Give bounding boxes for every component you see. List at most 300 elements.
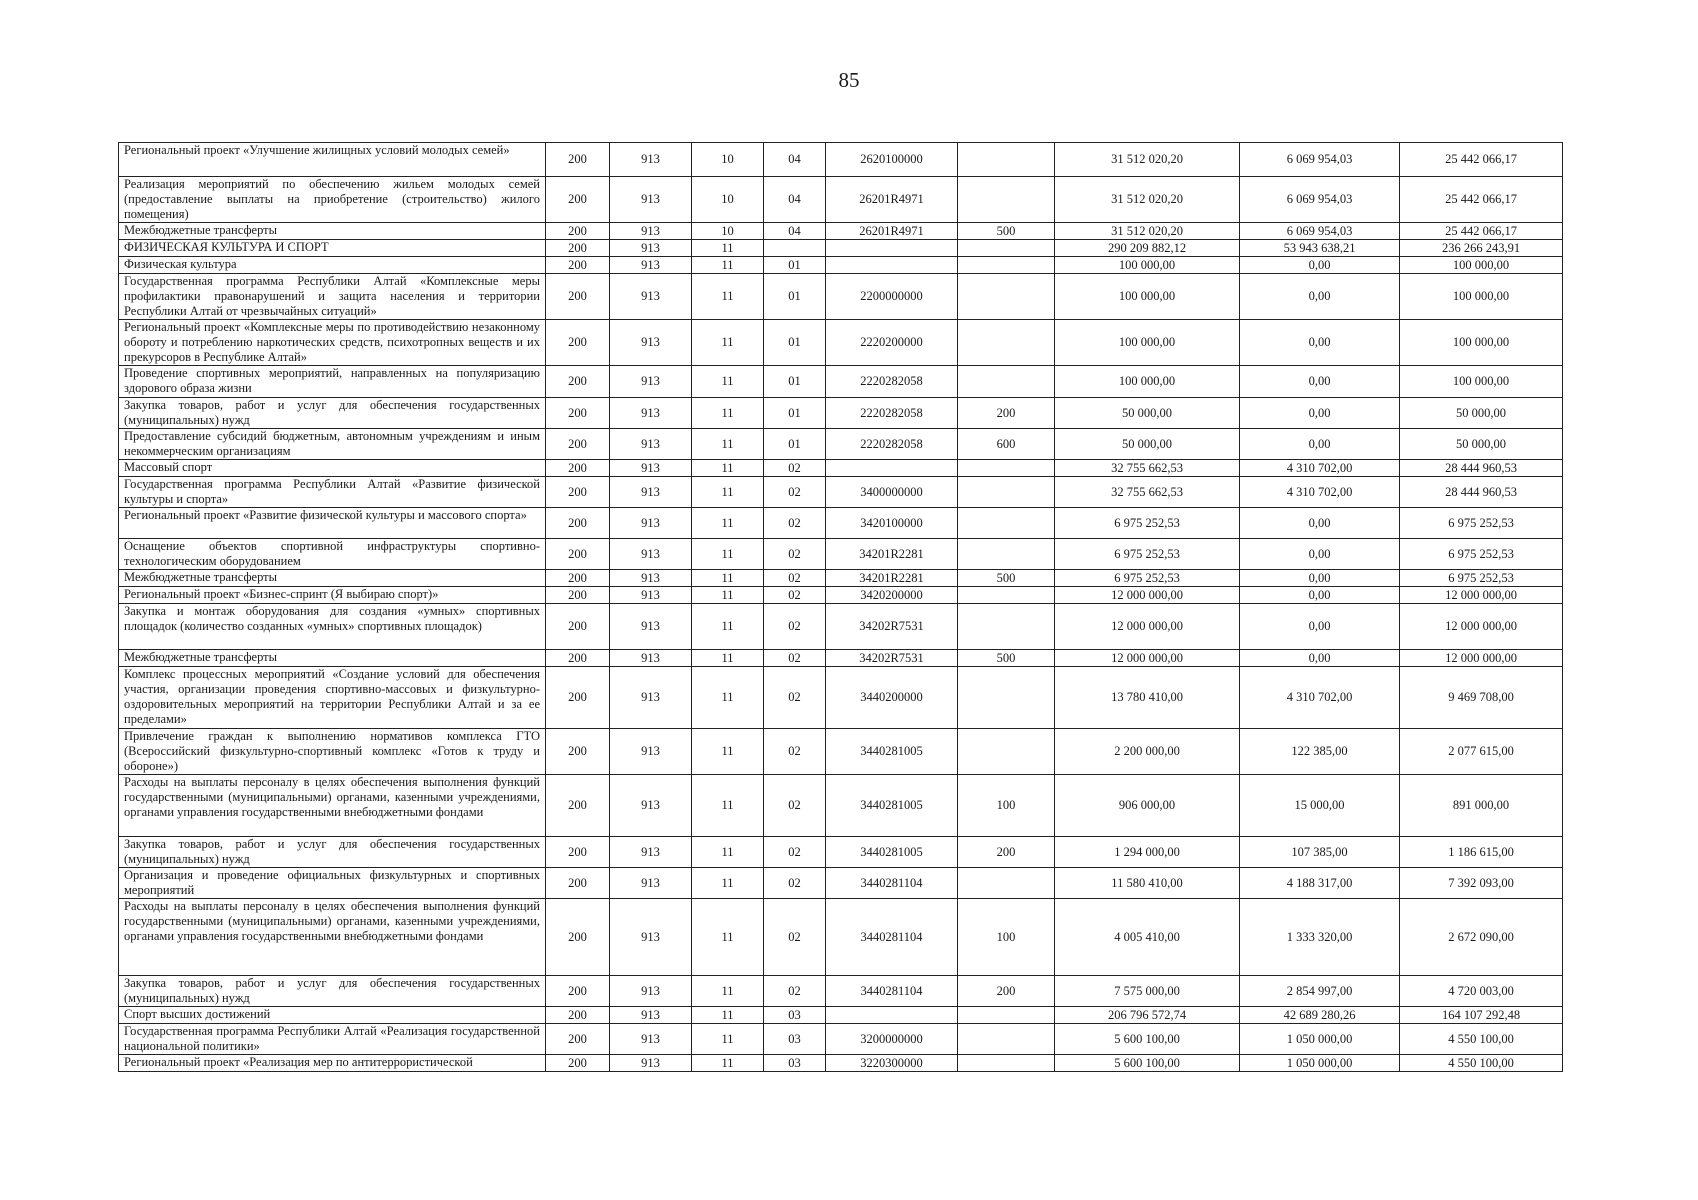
amount-total: 31 512 020,20 (1055, 223, 1240, 240)
ved-code: 913 (610, 899, 692, 976)
expense-type-code: 200 (958, 398, 1055, 429)
grbs-code: 200 (546, 366, 610, 398)
row-name: ФИЗИЧЕСКАЯ КУЛЬТУРА И СПОРТ (119, 240, 546, 257)
amount-3: 236 266 243,91 (1400, 240, 1563, 257)
section-code: 11 (692, 320, 764, 366)
amount-2: 0,00 (1240, 320, 1400, 366)
subsection-code: 02 (764, 775, 826, 837)
target-article-code (826, 460, 958, 477)
amount-total: 11 580 410,00 (1055, 868, 1240, 899)
amount-2: 107 385,00 (1240, 837, 1400, 868)
expense-type-code (958, 1007, 1055, 1024)
expense-type-code (958, 539, 1055, 570)
ved-code: 913 (610, 837, 692, 868)
section-code: 11 (692, 868, 764, 899)
section-code: 11 (692, 274, 764, 320)
grbs-code: 200 (546, 1024, 610, 1055)
amount-3: 100 000,00 (1400, 320, 1563, 366)
expense-type-code (958, 460, 1055, 477)
ved-code: 913 (610, 775, 692, 837)
row-name: Расходы на выплаты персоналу в целях обеспечения выполнения функций государственными (муниципальными) органами, казенными учреждениями, органами управления государственными внебюджетными фондами (119, 899, 546, 976)
amount-3: 12 000 000,00 (1400, 650, 1563, 667)
amount-2: 4 188 317,00 (1240, 868, 1400, 899)
amount-total: 5 600 100,00 (1055, 1055, 1240, 1072)
target-article-code: 3400000000 (826, 477, 958, 508)
amount-2: 4 310 702,00 (1240, 667, 1400, 729)
amount-total: 32 755 662,53 (1055, 477, 1240, 508)
target-article-code: 34201R2281 (826, 539, 958, 570)
amount-3: 28 444 960,53 (1400, 460, 1563, 477)
amount-total: 13 780 410,00 (1055, 667, 1240, 729)
ved-code: 913 (610, 398, 692, 429)
amount-2: 53 943 638,21 (1240, 240, 1400, 257)
amount-2: 0,00 (1240, 398, 1400, 429)
amount-2: 4 310 702,00 (1240, 460, 1400, 477)
section-code: 11 (692, 1055, 764, 1072)
amount-2: 2 854 997,00 (1240, 976, 1400, 1007)
amount-total: 4 005 410,00 (1055, 899, 1240, 976)
amount-2: 0,00 (1240, 366, 1400, 398)
subsection-code (764, 240, 826, 257)
row-name: Региональный проект «Комплексные меры по противодействию незаконному обороту и потреблению наркотических средств, психотропных веществ и их прекурсоров в Республике Алтай» (119, 320, 546, 366)
amount-2: 6 069 954,03 (1240, 143, 1400, 177)
section-code: 11 (692, 667, 764, 729)
grbs-code: 200 (546, 976, 610, 1007)
grbs-code: 200 (546, 837, 610, 868)
amount-3: 2 077 615,00 (1400, 729, 1563, 775)
ved-code: 913 (610, 366, 692, 398)
section-code: 11 (692, 650, 764, 667)
section-code: 11 (692, 899, 764, 976)
grbs-code: 200 (546, 899, 610, 976)
amount-3: 9 469 708,00 (1400, 667, 1563, 729)
amount-2: 0,00 (1240, 508, 1400, 539)
subsection-code: 02 (764, 477, 826, 508)
row-name: Закупка товаров, работ и услуг для обеспечения государственных (муниципальных) нужд (119, 837, 546, 868)
amount-total: 32 755 662,53 (1055, 460, 1240, 477)
table-row (119, 223, 1563, 240)
expense-type-code (958, 1024, 1055, 1055)
row-name: Оснащение объектов спортивной инфраструктуры спортивно-технологическим оборудованием (119, 539, 546, 570)
grbs-code: 200 (546, 274, 610, 320)
amount-total: 100 000,00 (1055, 366, 1240, 398)
table-row (119, 398, 1563, 429)
section-code: 11 (692, 837, 764, 868)
row-name: Государственная программа Республики Алтай «Развитие физической культуры и спорта» (119, 477, 546, 508)
section-code: 10 (692, 177, 764, 223)
amount-total: 290 209 882,12 (1055, 240, 1240, 257)
amount-3: 4 550 100,00 (1400, 1055, 1563, 1072)
expense-type-code (958, 729, 1055, 775)
subsection-code: 02 (764, 868, 826, 899)
amount-2: 42 689 280,26 (1240, 1007, 1400, 1024)
expense-type-code: 200 (958, 976, 1055, 1007)
row-name: Проведение спортивных мероприятий, направленных на популяризацию здорового образа жизни (119, 366, 546, 398)
section-code: 11 (692, 604, 764, 650)
expense-type-code (958, 604, 1055, 650)
grbs-code: 200 (546, 729, 610, 775)
expense-type-code (958, 667, 1055, 729)
grbs-code: 200 (546, 460, 610, 477)
amount-2: 0,00 (1240, 570, 1400, 587)
section-code: 11 (692, 587, 764, 604)
ved-code: 913 (610, 1024, 692, 1055)
row-name: Физическая культура (119, 257, 546, 274)
table-row (119, 1007, 1563, 1024)
subsection-code: 01 (764, 429, 826, 460)
row-name: Комплекс процессных мероприятий «Создание условий для обеспечения участия, организации проведения спортивно-массовых и физкультурно-оздоровительных мероприятий на территории Республики Алтай и за ее пределами» (119, 667, 546, 729)
amount-2: 1 333 320,00 (1240, 899, 1400, 976)
table-row (119, 460, 1563, 477)
amount-3: 7 392 093,00 (1400, 868, 1563, 899)
expense-type-code (958, 274, 1055, 320)
expense-type-code (958, 1055, 1055, 1072)
amount-2: 0,00 (1240, 650, 1400, 667)
row-name: Расходы на выплаты персоналу в целях обеспечения выполнения функций государственными (муниципальными) органами, казенными учреждениями, органами управления государственными внебюджетными фондами (119, 775, 546, 837)
amount-3: 891 000,00 (1400, 775, 1563, 837)
amount-3: 25 442 066,17 (1400, 223, 1563, 240)
target-article-code: 34202R7531 (826, 650, 958, 667)
ved-code: 913 (610, 650, 692, 667)
subsection-code: 01 (764, 257, 826, 274)
expense-type-code: 100 (958, 775, 1055, 837)
section-code: 10 (692, 223, 764, 240)
amount-2: 0,00 (1240, 604, 1400, 650)
subsection-code: 01 (764, 320, 826, 366)
amount-total: 2 200 000,00 (1055, 729, 1240, 775)
expense-type-code (958, 143, 1055, 177)
amount-3: 6 975 252,53 (1400, 539, 1563, 570)
expense-type-code (958, 257, 1055, 274)
subsection-code: 02 (764, 667, 826, 729)
section-code: 11 (692, 729, 764, 775)
target-article-code (826, 240, 958, 257)
table-row (119, 837, 1563, 868)
ved-code: 913 (610, 177, 692, 223)
amount-total: 50 000,00 (1055, 429, 1240, 460)
subsection-code: 03 (764, 1007, 826, 1024)
amount-total: 31 512 020,20 (1055, 143, 1240, 177)
ved-code: 913 (610, 1055, 692, 1072)
subsection-code: 01 (764, 366, 826, 398)
row-name: Реализация мероприятий по обеспечению жильем молодых семей (предоставление выплаты на приобретение (строительство) жилого помещения) (119, 177, 546, 223)
amount-3: 100 000,00 (1400, 257, 1563, 274)
subsection-code: 04 (764, 143, 826, 177)
subsection-code: 02 (764, 650, 826, 667)
amount-3: 28 444 960,53 (1400, 477, 1563, 508)
subsection-code: 02 (764, 976, 826, 1007)
row-name: Спорт высших достижений (119, 1007, 546, 1024)
row-name: Региональный проект «Бизнес-спринт (Я выбираю спорт)» (119, 587, 546, 604)
grbs-code: 200 (546, 320, 610, 366)
target-article-code (826, 1007, 958, 1024)
subsection-code: 02 (764, 837, 826, 868)
table-row (119, 570, 1563, 587)
target-article-code (826, 257, 958, 274)
amount-total: 50 000,00 (1055, 398, 1240, 429)
subsection-code: 02 (764, 508, 826, 539)
expense-type-code (958, 477, 1055, 508)
ved-code: 913 (610, 729, 692, 775)
table-row (119, 667, 1563, 729)
row-name: Закупка товаров, работ и услуг для обеспечения государственных (муниципальных) нужд (119, 976, 546, 1007)
amount-2: 0,00 (1240, 539, 1400, 570)
table-row (119, 1055, 1563, 1072)
grbs-code: 200 (546, 587, 610, 604)
grbs-code: 200 (546, 775, 610, 837)
grbs-code: 200 (546, 223, 610, 240)
ved-code: 913 (610, 223, 692, 240)
table-row (119, 320, 1563, 366)
section-code: 11 (692, 429, 764, 460)
expense-type-code (958, 366, 1055, 398)
section-code: 11 (692, 976, 764, 1007)
amount-3: 4 550 100,00 (1400, 1024, 1563, 1055)
table-row (119, 587, 1563, 604)
amount-3: 25 442 066,17 (1400, 143, 1563, 177)
amount-2: 4 310 702,00 (1240, 477, 1400, 508)
amount-2: 0,00 (1240, 257, 1400, 274)
amount-total: 12 000 000,00 (1055, 650, 1240, 667)
subsection-code: 02 (764, 570, 826, 587)
grbs-code: 200 (546, 398, 610, 429)
amount-3: 6 975 252,53 (1400, 570, 1563, 587)
table-row (119, 429, 1563, 460)
table-row (119, 775, 1563, 837)
grbs-code: 200 (546, 667, 610, 729)
amount-2: 6 069 954,03 (1240, 177, 1400, 223)
grbs-code: 200 (546, 1055, 610, 1072)
row-name: Закупка и монтаж оборудования для создания «умных» спортивных площадок (количество созданных «умных» спортивных площадок) (119, 604, 546, 650)
ved-code: 913 (610, 667, 692, 729)
row-name: Государственная программа Республики Алтай «Комплексные меры профилактики правонарушений и защита населения и территории Республики Алтай от чрезвычайных ситуаций» (119, 274, 546, 320)
grbs-code: 200 (546, 604, 610, 650)
table-row (119, 366, 1563, 398)
table-row (119, 604, 1563, 650)
section-code: 11 (692, 1007, 764, 1024)
ved-code: 913 (610, 570, 692, 587)
subsection-code: 03 (764, 1024, 826, 1055)
amount-total: 100 000,00 (1055, 274, 1240, 320)
target-article-code: 2220200000 (826, 320, 958, 366)
target-article-code: 3440200000 (826, 667, 958, 729)
expense-type-code (958, 320, 1055, 366)
subsection-code: 03 (764, 1055, 826, 1072)
grbs-code: 200 (546, 1007, 610, 1024)
amount-total: 12 000 000,00 (1055, 587, 1240, 604)
amount-total: 5 600 100,00 (1055, 1024, 1240, 1055)
table-row (119, 240, 1563, 257)
table-row (119, 274, 1563, 320)
expense-type-code: 200 (958, 837, 1055, 868)
amount-total: 7 575 000,00 (1055, 976, 1240, 1007)
section-code: 11 (692, 257, 764, 274)
expense-type-code (958, 508, 1055, 539)
target-article-code: 3200000000 (826, 1024, 958, 1055)
expense-type-code (958, 587, 1055, 604)
table-row (119, 650, 1563, 667)
target-article-code: 3220300000 (826, 1055, 958, 1072)
target-article-code: 3440281005 (826, 775, 958, 837)
section-code: 11 (692, 460, 764, 477)
target-article-code: 26201R4971 (826, 223, 958, 240)
amount-total: 12 000 000,00 (1055, 604, 1240, 650)
amount-3: 1 186 615,00 (1400, 837, 1563, 868)
section-code: 11 (692, 398, 764, 429)
table-row (119, 1024, 1563, 1055)
section-code: 11 (692, 539, 764, 570)
section-code: 11 (692, 240, 764, 257)
target-article-code: 34202R7531 (826, 604, 958, 650)
amount-2: 122 385,00 (1240, 729, 1400, 775)
amount-total: 6 975 252,53 (1055, 539, 1240, 570)
expense-type-code (958, 177, 1055, 223)
amount-total: 31 512 020,20 (1055, 177, 1240, 223)
section-code: 11 (692, 366, 764, 398)
ved-code: 913 (610, 477, 692, 508)
amount-3: 164 107 292,48 (1400, 1007, 1563, 1024)
ved-code: 913 (610, 976, 692, 1007)
table-row (119, 976, 1563, 1007)
section-code: 10 (692, 143, 764, 177)
section-code: 11 (692, 508, 764, 539)
target-article-code: 3440281104 (826, 976, 958, 1007)
subsection-code: 04 (764, 177, 826, 223)
ved-code: 913 (610, 320, 692, 366)
amount-3: 50 000,00 (1400, 429, 1563, 460)
amount-total: 906 000,00 (1055, 775, 1240, 837)
ved-code: 913 (610, 1007, 692, 1024)
grbs-code: 200 (546, 570, 610, 587)
page-number: 85 (838, 68, 860, 92)
table-body (119, 143, 1563, 1072)
row-name: Межбюджетные трансферты (119, 223, 546, 240)
subsection-code: 02 (764, 729, 826, 775)
amount-3: 25 442 066,17 (1400, 177, 1563, 223)
ved-code: 913 (610, 868, 692, 899)
table-row (119, 143, 1563, 177)
grbs-code: 200 (546, 868, 610, 899)
amount-2: 15 000,00 (1240, 775, 1400, 837)
amount-3: 2 672 090,00 (1400, 899, 1563, 976)
ved-code: 913 (610, 274, 692, 320)
section-code: 11 (692, 570, 764, 587)
row-name: Привлечение граждан к выполнению нормативов комплекса ГТО (Всероссийский физкультурно-спортивный комплекс «Готов к труду и обороне») (119, 729, 546, 775)
ved-code: 913 (610, 240, 692, 257)
row-name: Межбюджетные трансферты (119, 650, 546, 667)
grbs-code: 200 (546, 477, 610, 508)
row-name: Региональный проект «Реализация мер по антитеррористической (119, 1055, 546, 1072)
ved-code: 913 (610, 460, 692, 477)
table-row (119, 477, 1563, 508)
subsection-code: 02 (764, 460, 826, 477)
amount-2: 0,00 (1240, 274, 1400, 320)
ved-code: 913 (610, 604, 692, 650)
target-article-code: 3440281005 (826, 837, 958, 868)
amount-total: 100 000,00 (1055, 320, 1240, 366)
expense-type-code: 500 (958, 223, 1055, 240)
row-name: Массовый спорт (119, 460, 546, 477)
subsection-code: 02 (764, 604, 826, 650)
grbs-code: 200 (546, 177, 610, 223)
row-name: Закупка товаров, работ и услуг для обеспечения государственных (муниципальных) нужд (119, 398, 546, 429)
target-article-code: 3420100000 (826, 508, 958, 539)
amount-3: 6 975 252,53 (1400, 508, 1563, 539)
subsection-code: 01 (764, 274, 826, 320)
grbs-code: 200 (546, 508, 610, 539)
table-row (119, 257, 1563, 274)
grbs-code: 200 (546, 240, 610, 257)
ved-code: 913 (610, 257, 692, 274)
amount-2: 6 069 954,03 (1240, 223, 1400, 240)
ved-code: 913 (610, 143, 692, 177)
target-article-code: 34201R2281 (826, 570, 958, 587)
target-article-code: 2220282058 (826, 366, 958, 398)
expense-type-code: 500 (958, 570, 1055, 587)
target-article-code: 2220282058 (826, 429, 958, 460)
target-article-code: 2620100000 (826, 143, 958, 177)
table-row (119, 729, 1563, 775)
amount-total: 100 000,00 (1055, 257, 1240, 274)
expense-type-code: 500 (958, 650, 1055, 667)
row-name: Организация и проведение официальных физкультурных и спортивных мероприятий (119, 868, 546, 899)
amount-total: 206 796 572,74 (1055, 1007, 1240, 1024)
table-row (119, 899, 1563, 976)
expense-type-code (958, 868, 1055, 899)
table-row (119, 177, 1563, 223)
table-row (119, 508, 1563, 539)
amount-3: 12 000 000,00 (1400, 604, 1563, 650)
row-name: Предоставление субсидий бюджетным, автономным учреждениям и иным некоммерческим организациям (119, 429, 546, 460)
section-code: 11 (692, 1024, 764, 1055)
ved-code: 913 (610, 587, 692, 604)
target-article-code: 26201R4971 (826, 177, 958, 223)
ved-code: 913 (610, 508, 692, 539)
grbs-code: 200 (546, 143, 610, 177)
table-row (119, 868, 1563, 899)
row-name: Региональный проект «Улучшение жилищных условий молодых семей» (119, 143, 546, 177)
ved-code: 913 (610, 429, 692, 460)
amount-2: 0,00 (1240, 587, 1400, 604)
amount-3: 4 720 003,00 (1400, 976, 1563, 1007)
expense-type-code: 100 (958, 899, 1055, 976)
amount-3: 50 000,00 (1400, 398, 1563, 429)
expense-type-code: 600 (958, 429, 1055, 460)
target-article-code: 3440281005 (826, 729, 958, 775)
row-name: Государственная программа Республики Алтай «Реализация государственной национальной политики» (119, 1024, 546, 1055)
target-article-code: 3440281104 (826, 899, 958, 976)
ved-code: 913 (610, 539, 692, 570)
grbs-code: 200 (546, 429, 610, 460)
target-article-code: 3420200000 (826, 587, 958, 604)
amount-2: 1 050 000,00 (1240, 1055, 1400, 1072)
budget-table (118, 142, 1563, 1072)
subsection-code: 04 (764, 223, 826, 240)
section-code: 11 (692, 775, 764, 837)
amount-3: 100 000,00 (1400, 366, 1563, 398)
section-code: 11 (692, 477, 764, 508)
target-article-code: 2220282058 (826, 398, 958, 429)
grbs-code: 200 (546, 539, 610, 570)
row-name: Региональный проект «Развитие физической культуры и массового спорта» (119, 508, 546, 539)
subsection-code: 01 (764, 398, 826, 429)
target-article-code: 2200000000 (826, 274, 958, 320)
amount-total: 6 975 252,53 (1055, 570, 1240, 587)
amount-3: 100 000,00 (1400, 274, 1563, 320)
amount-2: 0,00 (1240, 429, 1400, 460)
subsection-code: 02 (764, 899, 826, 976)
amount-2: 1 050 000,00 (1240, 1024, 1400, 1055)
